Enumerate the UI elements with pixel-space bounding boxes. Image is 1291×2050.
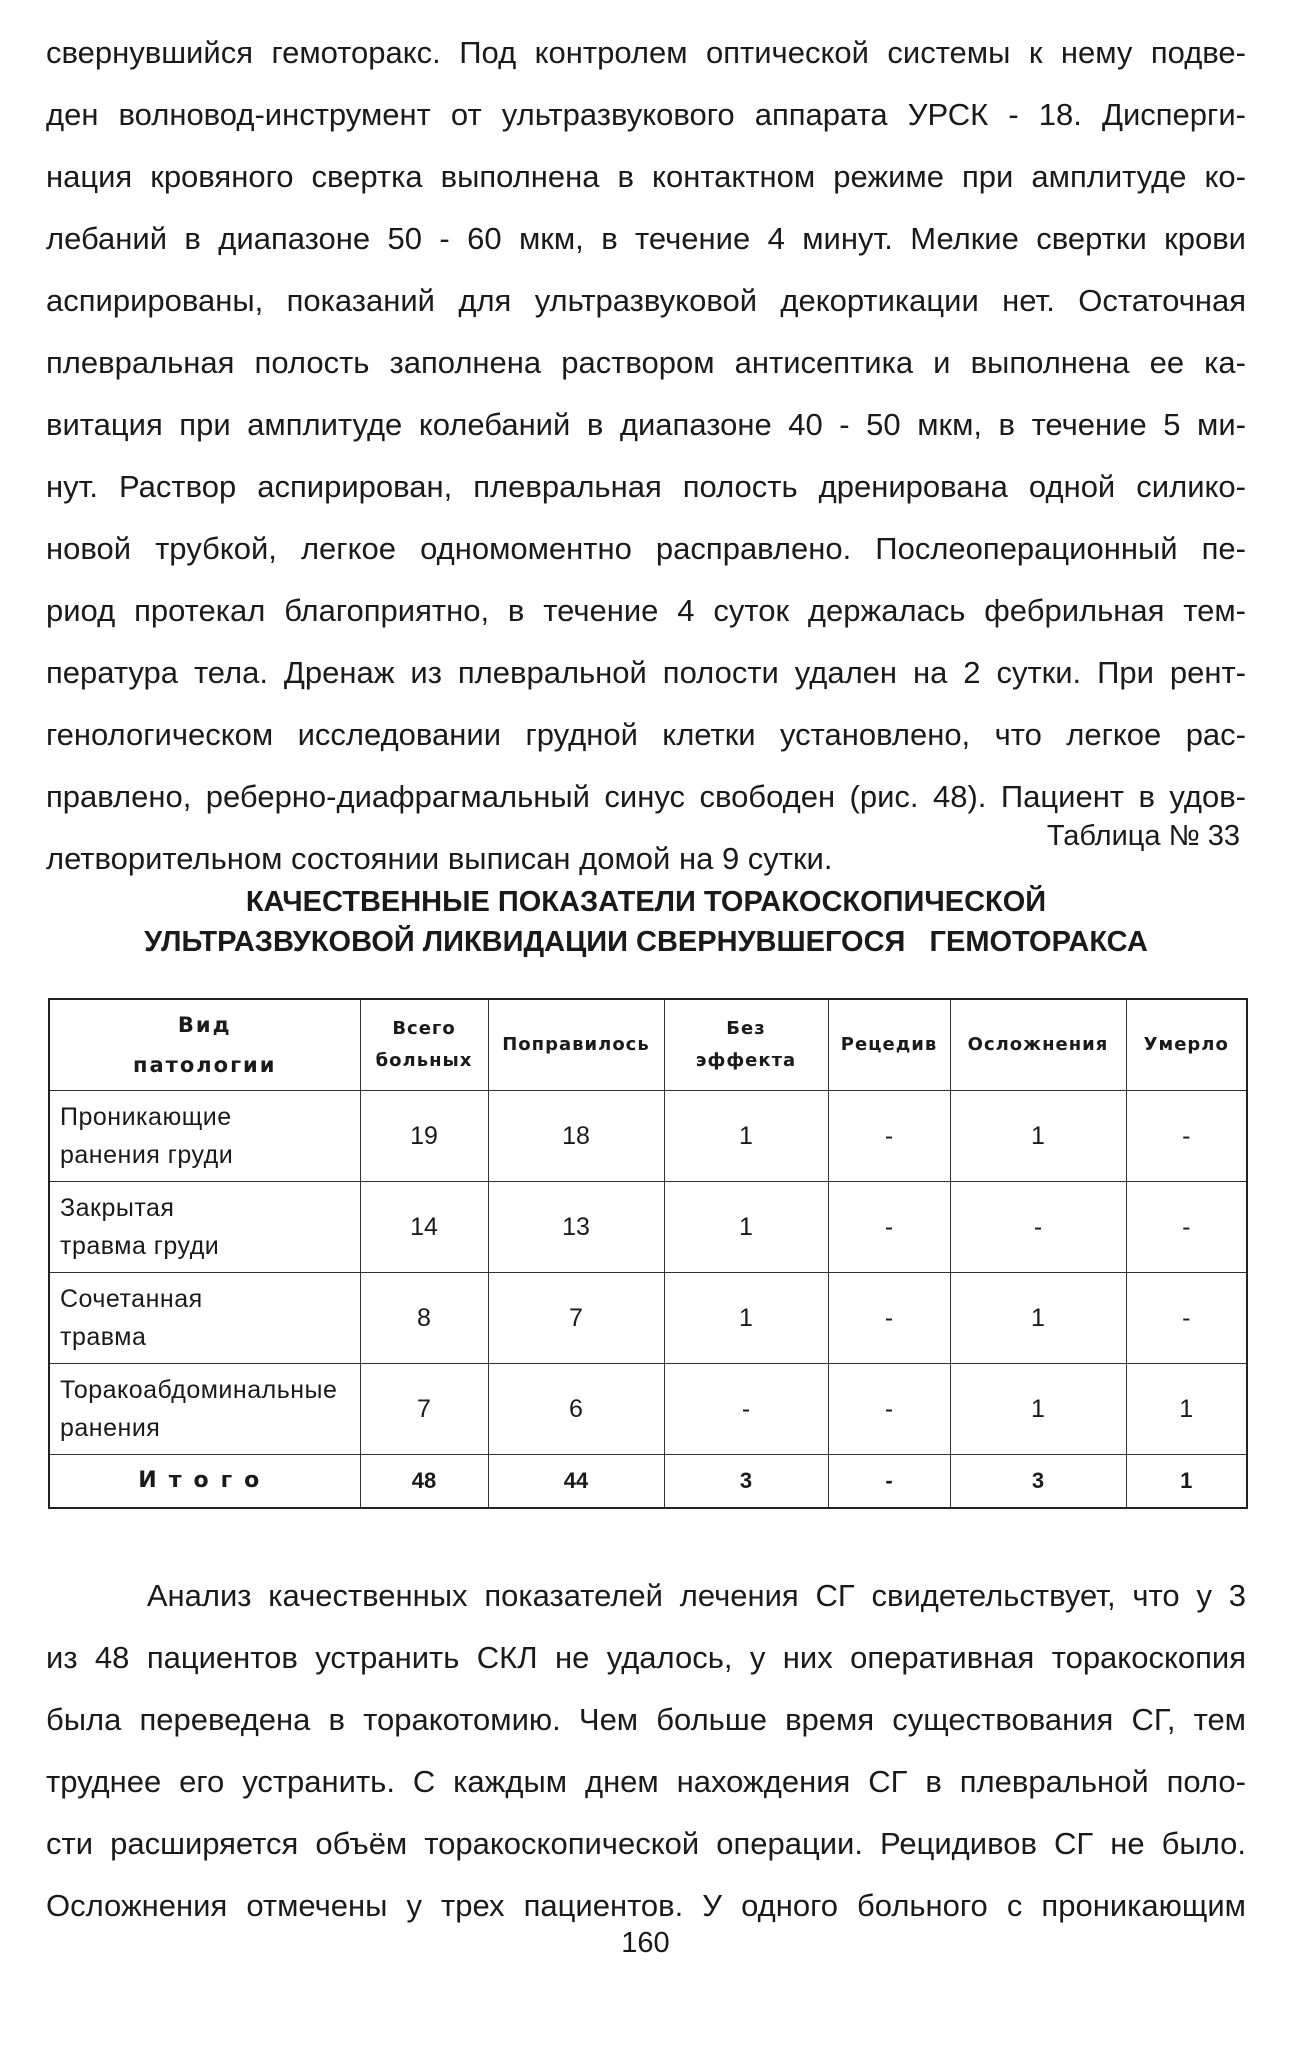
text-line: риод протекал благоприятно, в течение 4 суток держалась фебрильная тем-: [46, 593, 1246, 628]
cell-died: -: [1126, 1091, 1247, 1182]
cell-improved: 44: [488, 1455, 664, 1509]
table-row: [49, 1364, 1247, 1455]
text-line: аспирированы, показаний для ультразвуковой декортикации нет. Остаточная: [46, 283, 1246, 318]
header-complications: Осложнения: [950, 999, 1126, 1091]
cell-no-effect: -: [664, 1364, 828, 1455]
text-line: свернувшийся гемоторакс. Под контролем оптической системы к нему подве-: [46, 35, 1246, 70]
header-relapse: Рецедив: [828, 999, 950, 1091]
cell-no-effect: 3: [664, 1455, 828, 1509]
text-line: пература тела. Дренаж из плевральной полости удален на 2 сутки. При рент-: [46, 655, 1246, 690]
table-title-line: КАЧЕСТВЕННЫЕ ПОКАЗАТЕЛИ ТОРАКОСКОПИЧЕСКОЙ: [245, 886, 1047, 918]
cell-improved: 7: [488, 1273, 664, 1364]
text-line: ден волновод-инструмент от ультразвукового аппарата УРСК - 18. Дисперги-: [46, 97, 1246, 132]
text-line: труднее его устранить. С каждым днем нахождения СГ в плевральной поло-: [46, 1764, 1246, 1799]
table-header-row: [49, 999, 1247, 1091]
cell-relapse: -: [828, 1273, 950, 1364]
page-number: 160: [621, 1927, 670, 1959]
paragraph-1: [46, 22, 1246, 890]
text-line: витация при амплитуде колебаний в диапазоне 40 - 50 мкм, в течение 5 ми-: [46, 407, 1246, 442]
text-line: нация кровяного свертка выполнена в контактном режиме при амплитуде ко-: [46, 159, 1246, 194]
row-label: Сочетанная травма: [49, 1273, 360, 1364]
table-row: [49, 1182, 1247, 1273]
header-improved: Поправилось: [488, 999, 664, 1091]
cell-relapse: -: [828, 1182, 950, 1273]
cell-no-effect: 1: [664, 1091, 828, 1182]
table-row: [49, 1091, 1247, 1182]
text-line: нут. Раствор аспирирован, плевральная полость дренирована одной силико-: [46, 469, 1246, 504]
table-title-line: УЛЬТРАЗВУКОВОЙ ЛИКВИДАЦИИ СВЕРНУВШЕГОСЯ ГЕМОТОРАКСА: [144, 926, 1148, 958]
cell-relapse: -: [828, 1364, 950, 1455]
paragraph-2: [46, 1565, 1246, 1937]
cell-died: 1: [1126, 1455, 1247, 1509]
text-line: лебаний в диапазоне 50 - 60 мкм, в течение 4 минут. Мелкие свертки крови: [46, 221, 1246, 256]
text-line: плевральная полость заполнена раствором антисептика и выполнена ее ка-: [46, 345, 1246, 380]
text-line: Анализ качественных показателей лечения СГ свидетельствует, что у 3: [46, 1578, 1246, 1613]
header-total-patients: Всего больных: [360, 999, 488, 1091]
text-line: летворительном состоянии выписан домой на 9 сутки.: [46, 841, 833, 876]
text-line: Осложнения отмечены у трех пациентов. У одного больного с проникающим: [46, 1888, 1246, 1923]
cell-improved: 18: [488, 1091, 664, 1182]
cell-relapse: -: [828, 1091, 950, 1182]
results-table: [48, 998, 1248, 1509]
cell-complications: 3: [950, 1455, 1126, 1509]
cell-no-effect: 1: [664, 1182, 828, 1273]
cell-improved: 13: [488, 1182, 664, 1273]
cell-total: 7: [360, 1364, 488, 1455]
cell-total: 14: [360, 1182, 488, 1273]
cell-died: -: [1126, 1182, 1247, 1273]
row-label: Закрытая травма груди: [49, 1182, 360, 1273]
cell-no-effect: 1: [664, 1273, 828, 1364]
row-label: Проникающие ранения груди: [49, 1091, 360, 1182]
cell-relapse: -: [828, 1455, 950, 1509]
cell-total: 19: [360, 1091, 488, 1182]
cell-complications: 1: [950, 1364, 1126, 1455]
text-line: правлено, реберно-диафрагмальный синус свободен (рис. 48). Пациент в удов-: [46, 779, 1246, 814]
row-label: Торакоабдоминальные ранения: [49, 1364, 360, 1455]
cell-complications: 1: [950, 1273, 1126, 1364]
totals-label: Итого: [49, 1455, 360, 1509]
header-pathology-type: Вид патологии: [49, 999, 360, 1091]
cell-complications: -: [950, 1182, 1126, 1273]
cell-complications: 1: [950, 1091, 1126, 1182]
cell-total: 8: [360, 1273, 488, 1364]
text-line: новой трубкой, легкое одномоментно расправлено. Послеоперационный пе-: [46, 531, 1246, 566]
table-totals-row: [49, 1455, 1247, 1509]
text-line: генологическом исследовании грудной клетки установлено, что легкое рас-: [46, 717, 1246, 752]
header-died: Умерло: [1126, 999, 1247, 1091]
table-title: [46, 882, 1246, 962]
cell-died: -: [1126, 1273, 1247, 1364]
cell-total: 48: [360, 1455, 488, 1509]
cell-died: 1: [1126, 1364, 1247, 1455]
table-caption: Таблица № 33: [1046, 820, 1240, 852]
text-line: была переведена в торакотомию. Чем больше время существования СГ, тем: [46, 1702, 1246, 1737]
cell-improved: 6: [488, 1364, 664, 1455]
text-line: сти расширяется объём торакоскопической операции. Рецидивов СГ не было.: [46, 1826, 1246, 1861]
header-no-effect: Без эффекта: [664, 999, 828, 1091]
text-line: из 48 пациентов устранить СКЛ не удалось, у них оперативная торакоскопия: [46, 1640, 1246, 1675]
table-row: [49, 1273, 1247, 1364]
